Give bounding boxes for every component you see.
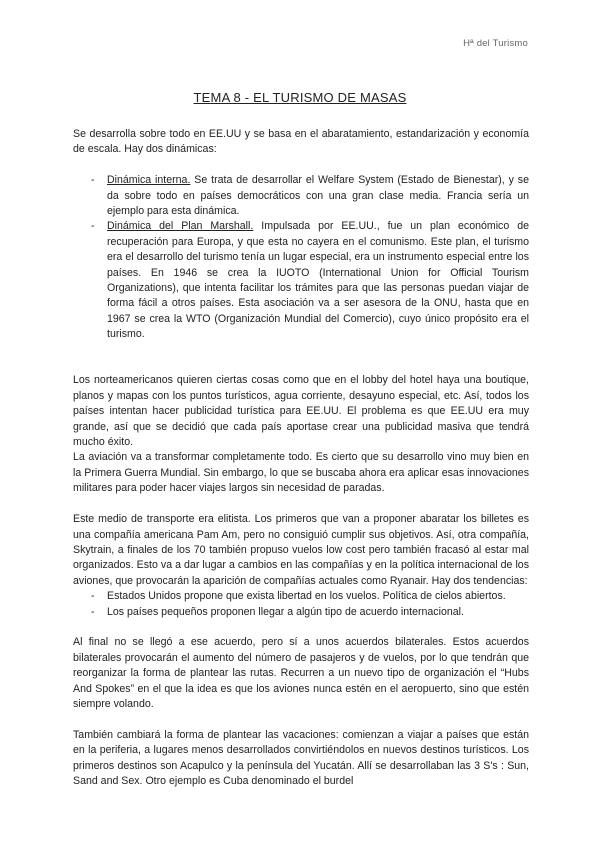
dynamic-text: Se trata de desarrollar el Welfare System (Estado de Bienestar), y se da sobre todo en países democráticos con una gran clase media. Francia sería un ejemplo para esta dinámica. [107,174,529,218]
document-body [73,127,529,789]
paragraph: La aviación va a transformar completamente todo. Es cierto que su desarrollo vino muy bien en la Primera Guerra Mundial. Sin embargo, lo que se buscaba ahora era aplicar esas innovaciones militares para poder hacer viajes largos sin necesidad de paradas. [73,451,529,495]
list-item: - Estados Unidos propone que exista libertad en los vuelos. Política de cielos abiertos. [73,589,529,604]
list-item [73,173,529,219]
paragraph: También cambiará la forma de plantear las vacaciones: comienzan a viajar a países que están en la periferia, a lugares menos desarrollados convirtiéndolos en nuevos destinos turísticos. Los primeros destinos son Acapulco y la península del Yucatán. Allí se desarrollaban las 3 S's : Sun, Sand and Sex. Otro ejemplo es Cuba denominado el burdel [73,728,529,787]
dynamic-text: Impulsada por EE.UU., fue un plan económico de recuperación para Europa, y que esta no cayera en el comunismo. Este plan, el turismo era el desarrollo del turismo tenía un lugar especial, era un instrumento especial entre los países. En 1946 se crea la IUOTO (International Union for Official Tourism Organizations), que intenta facilitar los trámites para que las personas puedan viajar de forma fácil a otros países. Esta asociación va a ser asesora de la ONU, hasta que en 1967 se crea la WTO (Organización Mundial del Comercio), cuyo único propósito era el turismo. [107,220,529,341]
dynamics-list [73,173,529,342]
dynamic-term: Dinámica del Plan Marshall. [107,220,254,233]
tendencies-list [73,589,529,620]
intro-paragraph: Se desarrolla sobre todo en EE.UU y se basa en el abaratamiento, estandarización y economía de escala. Hay dos dinámicas: [73,128,529,156]
paragraph: Los norteamericanos quieren ciertas cosas como que en el lobby del hotel haya una boutique, planos y mapas con los puntos turísticos, agua corriente, desayuno especial, etc. Así, todos los países intentan hacer publicidad turística para EE.UU. El problema es que EE.UU era muy grande, así que se decidió que cada país aportase crear una publicidad masiva que tendrá mucho éxito. [73,374,529,449]
running-header: Hª del Turismo [463,38,528,49]
paragraph: Este medio de transporte era elitista. Los primeros que van a proponer abaratar los billetes es una compañía americana Pam Am, pero no consiguió cumplir sus objetivos. Así, otra compañía, Skytrain, a finales de los 70 también propuso vuelos low cost pero también fracasó al estar mal organizados. Esto va a dar lugar a cambios en las compañías y en la política internacional de los aviones, que provocarán la aparición de compañías actuales como Ryanair. Hay dos tendencias: [73,513,529,587]
list-item [73,219,529,342]
paragraph: Al final no se llegó a ese acuerdo, pero sí a unos acuerdos bilaterales. Estos acuerdos bilaterales provocarán el aumento del número de pasajeros y de vuelos, por lo que tendrán que reorganizar la forma de plantear las rutas. Recurren a un nuevo tipo de organización el “Hubs And Spokes” en el que la idea es que los aviones nunca estén en el aeropuerto, sino que estén siempre volando. [73,636,529,710]
list-item: - Los países pequeños proponen llegar a algún tipo de acuerdo internacional. [73,605,529,620]
page-title: TEMA 8 - EL TURISMO DE MASAS [193,90,407,105]
dynamic-term: Dinámica interna. [107,174,191,187]
